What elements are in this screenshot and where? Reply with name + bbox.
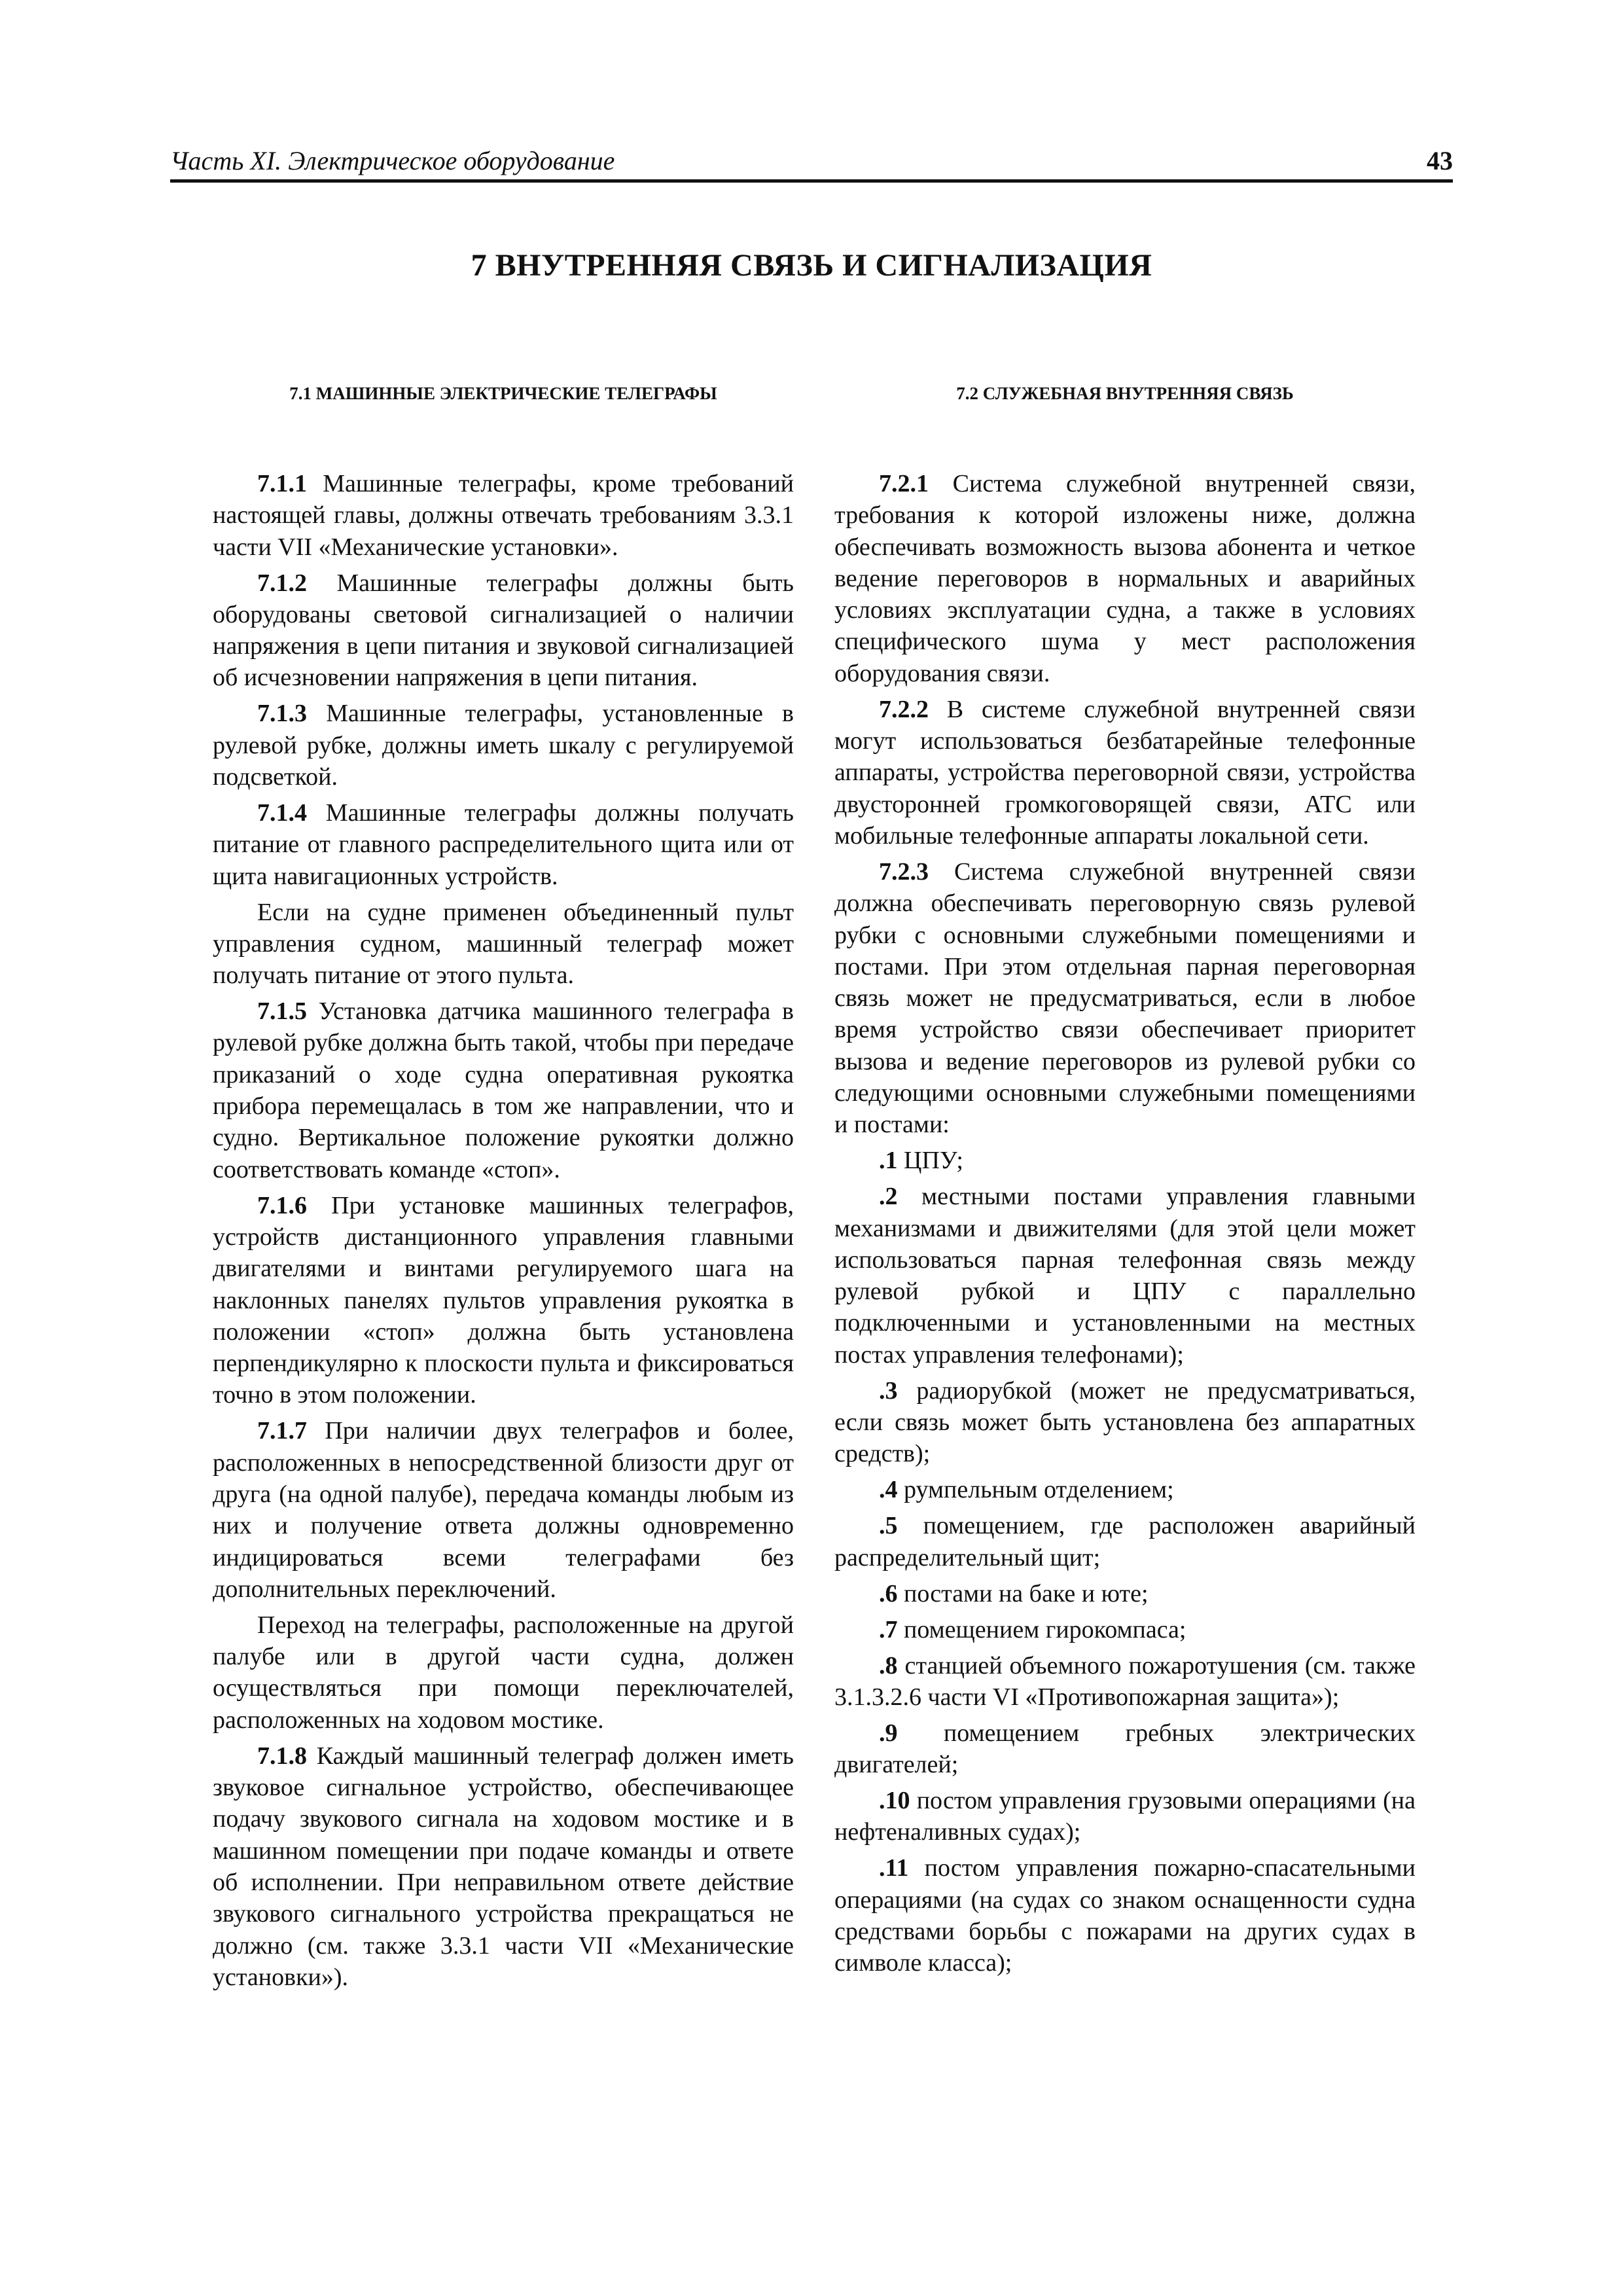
paragraph-text: Машинные телеграфы должны быть оборудованы световой сигнализацией о наличии напряжения в цепи питания и звуковой сигнализацией об исчезновении напряжения в цепи питания. — [213, 569, 794, 692]
list-item-number: .5 — [879, 1512, 898, 1540]
list-item-text: помещением, где расположен аварийный распределительный щит; — [834, 1512, 1416, 1571]
paragraph-7-2-3 — [834, 856, 1416, 1141]
list-item-4 — [834, 1474, 1416, 1505]
paragraph-text: Машинные телеграфы должны получать питание от главного распределительного щита или от щита навигационных устройств. — [213, 799, 794, 890]
list-item-8 — [834, 1650, 1416, 1713]
list-item-text: местными постами управления главными механизмами и движителями (для этой цели может использоваться парная телефонная связь между рулевой рубкой и ЦПУ с параллельно подключенными и установленными на местных постах управления телефонами); — [834, 1183, 1416, 1369]
list-item-2 — [834, 1181, 1416, 1371]
chapter-title: 7 ВНУТРЕННЯЯ СВЯЗЬ И СИГНАЛИЗАЦИЯ — [471, 248, 1152, 283]
paragraph-number: 7.2.3 — [879, 857, 929, 886]
list-item-number: .2 — [879, 1183, 898, 1211]
paragraph-7-1-3 — [213, 698, 794, 793]
paragraph-7-1-6 — [213, 1190, 794, 1411]
list-item-text: румпельным отделением; — [897, 1476, 1174, 1504]
header-title: Часть XI. Электрическое оборудование — [170, 146, 615, 175]
list-item-10 — [834, 1785, 1416, 1848]
list-item-6 — [834, 1578, 1416, 1609]
paragraph-number: 7.1.3 — [257, 700, 307, 728]
paragraph-7-1-4-note — [213, 897, 794, 992]
list-item-3 — [834, 1375, 1416, 1470]
left-column — [213, 383, 794, 1998]
paragraph-text: Установка датчика машинного телеграфа в рулевой рубке должна быть такой, чтобы при передаче приказаний о ходе судна оперативная рукоятка прибора перемещалась в том же направлении, что и судно. Вертикальное положение рукоятки должно соответствовать команде «стоп». — [213, 997, 794, 1183]
paragraph-number: 7.2.2 — [879, 695, 929, 723]
list-item-text: постом управления грузовыми операциями (на нефтеналивных судах); — [834, 1787, 1416, 1846]
paragraph-7-1-8 — [213, 1740, 794, 1993]
list-item-11 — [834, 1852, 1416, 1979]
list-item-number: .3 — [879, 1376, 898, 1405]
paragraph-number: 7.1.8 — [257, 1742, 307, 1770]
paragraph-text: Система служебной внутренней связи должна обеспечивать переговорную связь рулевой рубки с основными служебными помещениями и постами. При этом отдельная парная переговорная связь может не предусматриваться, если в любое время устройство связи обеспечивает приоритет вызова и ведение переговоров из рулевой рубки со следующими основными служебными помещениями и постами: — [834, 857, 1416, 1139]
section-title-7-2: 7.2 СЛУЖЕБНАЯ ВНУТРЕННЯЯ СВЯЗЬ — [956, 384, 1294, 403]
page-number: 43 — [1427, 146, 1453, 175]
paragraph-text: Если на судне применен объединенный пульт управления судном, машинный телеграф может получать питание от этого пульта. — [213, 898, 794, 990]
list-item-number: .6 — [879, 1579, 898, 1607]
paragraph-number: 7.1.6 — [257, 1191, 307, 1219]
list-item-number: .10 — [879, 1787, 910, 1815]
list-item-9 — [834, 1717, 1416, 1781]
right-column — [834, 383, 1416, 1983]
list-item-text: радиорубкой (может не предусматриваться, если связь может быть установлена без аппаратных средств); — [834, 1376, 1416, 1468]
paragraph-number: 7.1.7 — [257, 1417, 307, 1445]
paragraph-7-1-4 — [213, 797, 794, 892]
paragraph-number: 7.1.2 — [257, 569, 307, 597]
paragraph-text: Каждый машинный телеграф должен иметь звуковое сигнальное устройство, обеспечивающее подачу звукового сигнала на ходовом мостике и в машинном помещении при подаче команды и ответе об исполнении. При неправильном ответе действие звукового сигнального устройства прекращаться не должно (см. также 3.3.1 части VII «Механические установки»). — [213, 1742, 794, 1991]
paragraph-text: В системе служебной внутренней связи могут использоваться безбатарейные телефонные аппараты, устройства переговорной связи, устройства двусторонней громкоговорящей связи, АТС или мобильные телефонные аппараты локальной сети. — [834, 695, 1416, 850]
paragraph-7-1-2 — [213, 567, 794, 694]
paragraph-text: При установке машинных телеграфов, устройств дистанционного управления главными двигателями и винтами регулируемого шага на наклонных панелях пультов управления рукоятка в положении «стоп» должна быть установлена перпендикулярно к плоскости пульта и фиксироваться точно в этом положении. — [213, 1191, 794, 1409]
paragraph-text: Машинные телеграфы, кроме требований настоящей главы, должны отвечать требованиям 3.3.1 части VII «Механические установки». — [213, 470, 794, 561]
paragraph-7-2-2 — [834, 694, 1416, 852]
list-item-text: помещением гирокомпаса; — [897, 1615, 1186, 1643]
list-item-text: постами на баке и юте; — [897, 1579, 1149, 1607]
list-item-text: ЦПУ; — [897, 1147, 963, 1175]
list-item-text: станцией объемного пожаротушения (см. также 3.1.3.2.6 части VI «Противопожарная защита»); — [834, 1651, 1416, 1711]
list-item-number: .9 — [879, 1719, 898, 1747]
list-item-5 — [834, 1510, 1416, 1573]
paragraph-7-2-1 — [834, 468, 1416, 689]
paragraph-7-1-7-note — [213, 1609, 794, 1736]
paragraph-number: 7.1.1 — [257, 470, 307, 497]
list-item-1 — [834, 1145, 1416, 1176]
paragraph-text: При наличии двух телеграфов и более, расположенных в непосредственной близости друг от друга (на одной палубе), передача команды любым из них и получение ответа должны одновременно индицироваться всеми телеграфами без дополнительных переключений. — [213, 1417, 794, 1603]
paragraph-7-1-7 — [213, 1415, 794, 1605]
list-item-number: .11 — [879, 1854, 909, 1882]
paragraph-text: Система служебной внутренней связи, требования к которой изложены ниже, должна обеспечивать возможность вызова абонента и четкое ведение переговоров в нормальных и аварийных условиях эксплуатации судна, а также в условиях специфического шума у мест расположения оборудования связи. — [834, 470, 1416, 687]
list-item-7 — [834, 1614, 1416, 1645]
paragraph-number: 7.1.4 — [257, 799, 307, 827]
paragraph-number: 7.2.1 — [879, 470, 929, 497]
list-item-number: .4 — [879, 1476, 898, 1504]
list-item-number: .7 — [879, 1615, 898, 1643]
list-item-number: .8 — [879, 1651, 898, 1679]
running-header — [170, 145, 1453, 183]
paragraph-text: Переход на телеграфы, расположенные на другой палубе или в другой части судна, должен осуществляться при помощи переключателей, расположенных на ходовом мостике. — [213, 1611, 794, 1734]
paragraph-7-1-1 — [213, 468, 794, 563]
list-item-text: постом управления пожарно-спасательными операциями (на судах со знаком оснащенности судна средствами борьбы с пожарами на других судах в символе класса); — [834, 1854, 1416, 1977]
list-item-text: помещением гребных электрических двигателей; — [834, 1719, 1416, 1779]
paragraph-number: 7.1.5 — [257, 997, 307, 1026]
paragraph-text: Машинные телеграфы, установленные в рулевой рубке, должны иметь шкалу с регулируемой подсветкой. — [213, 700, 794, 791]
list-item-number: .1 — [879, 1147, 898, 1175]
paragraph-7-1-5 — [213, 996, 794, 1185]
section-title-7-1: 7.1 МАШИННЫЕ ЭЛЕКТРИЧЕСКИЕ ТЕЛЕГРАФЫ — [289, 384, 717, 403]
